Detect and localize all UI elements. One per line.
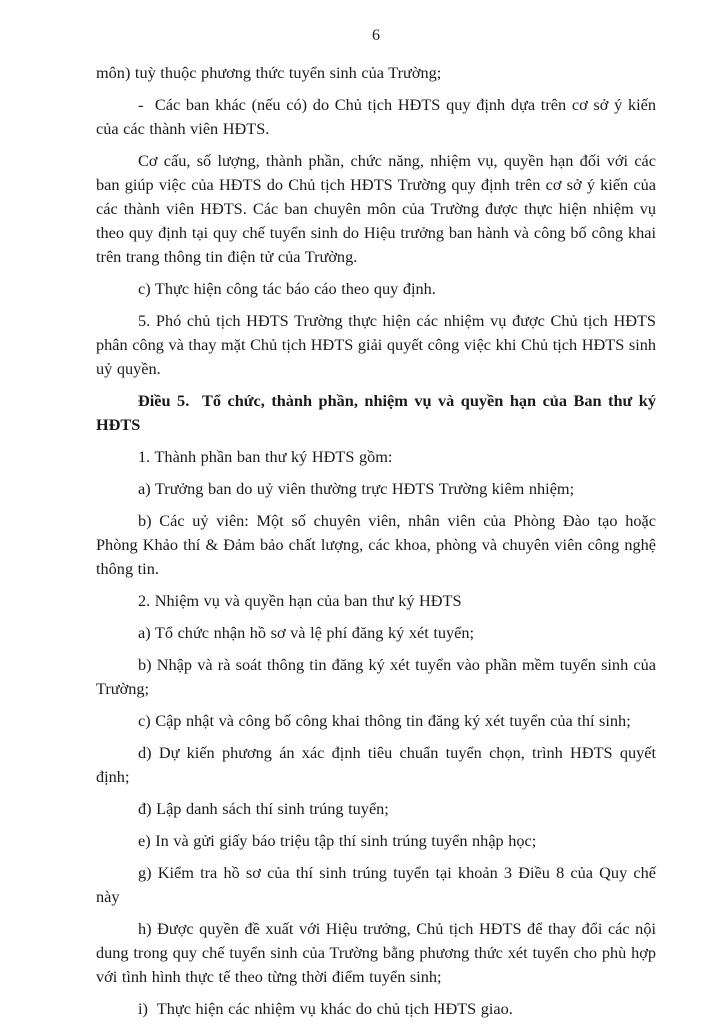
paragraph: môn) tuỳ thuộc phương thức tuyển sinh của Trường; <box>96 63 442 82</box>
paragraph: - Các ban khác (nếu có) do Chủ tịch HĐTS quy định dựa trên cơ sở ý kiến của các thành viên HĐTS. <box>96 95 656 138</box>
paragraph: h) Được quyền đề xuất với Hiệu trưởng, Chủ tịch HĐTS để thay đổi các nội dung trong quy chế tuyển sinh của Trường bằng phương thức xét tuyển cho phù hợp với tình hình thực tế theo từng thời điểm tuyển sinh; <box>96 919 656 986</box>
paragraph: i) Thực hiện các nhiệm vụ khác do chủ tịch HĐTS giao. <box>138 999 513 1018</box>
paragraph: 1. Thành phần ban thư ký HĐTS gồm: <box>138 447 393 466</box>
section-heading: Điều 5. Tổ chức, thành phần, nhiệm vụ và quyền hạn của Ban thư ký HĐTS <box>96 391 656 434</box>
paragraph: e) In và gửi giấy báo triệu tập thí sinh trúng tuyển nhập học; <box>138 831 537 850</box>
paragraph: đ) Lập danh sách thí sinh trúng tuyển; <box>138 799 389 818</box>
paragraph: c) Thực hiện công tác báo cáo theo quy định. <box>138 279 436 298</box>
page-number: 6 <box>372 27 380 44</box>
paragraph: d) Dự kiến phương án xác định tiêu chuẩn tuyển chọn, trình HĐTS quyết định; <box>96 743 656 786</box>
paragraph: 2. Nhiệm vụ và quyền hạn của ban thư ký HĐTS <box>138 591 462 610</box>
paragraph: b) Nhập và rà soát thông tin đăng ký xét tuyển vào phần mềm tuyển sinh của Trường; <box>96 655 656 698</box>
paragraph: a) Tổ chức nhận hồ sơ và lệ phí đăng ký xét tuyển; <box>138 623 475 642</box>
paragraph: b) Các uỷ viên: Một số chuyên viên, nhân viên của Phòng Đào tạo hoặc Phòng Khảo thí & Đảm bảo chất lượng, các khoa, phòng và chuyên viên công nghệ thông tin. <box>96 511 656 578</box>
paragraph: g) Kiểm tra hồ sơ của thí sinh trúng tuyển tại khoản 3 Điều 8 của Quy chế này <box>96 863 656 906</box>
document-body <box>96 61 656 1021</box>
paragraph: Cơ cấu, số lượng, thành phần, chức năng, nhiệm vụ, quyền hạn đối với các ban giúp việc của HĐTS do Chủ tịch HĐTS Trường quy định trên cơ sở ý kiến của các thành viên HĐTS. Các ban chuyên môn của Trường được thực hiện nhiệm vụ theo quy định tại quy chế tuyển sinh do Hiệu trưởng ban hành và công bố công khai trên trang thông tin điện tử của Trường. <box>96 151 656 266</box>
page-header <box>96 27 656 45</box>
paragraph: a) Trưởng ban do uỷ viên thường trực HĐTS Trường kiêm nhiệm; <box>138 479 575 498</box>
paragraph: c) Cập nhật và công bố công khai thông tin đăng ký xét tuyển của thí sinh; <box>138 711 631 730</box>
paragraph: 5. Phó chủ tịch HĐTS Trường thực hiện các nhiệm vụ được Chủ tịch HĐTS phân công và thay mặt Chủ tịch HĐTS giải quyết công việc khi Chủ tịch HĐTS sinh uỷ quyền. <box>96 311 656 378</box>
